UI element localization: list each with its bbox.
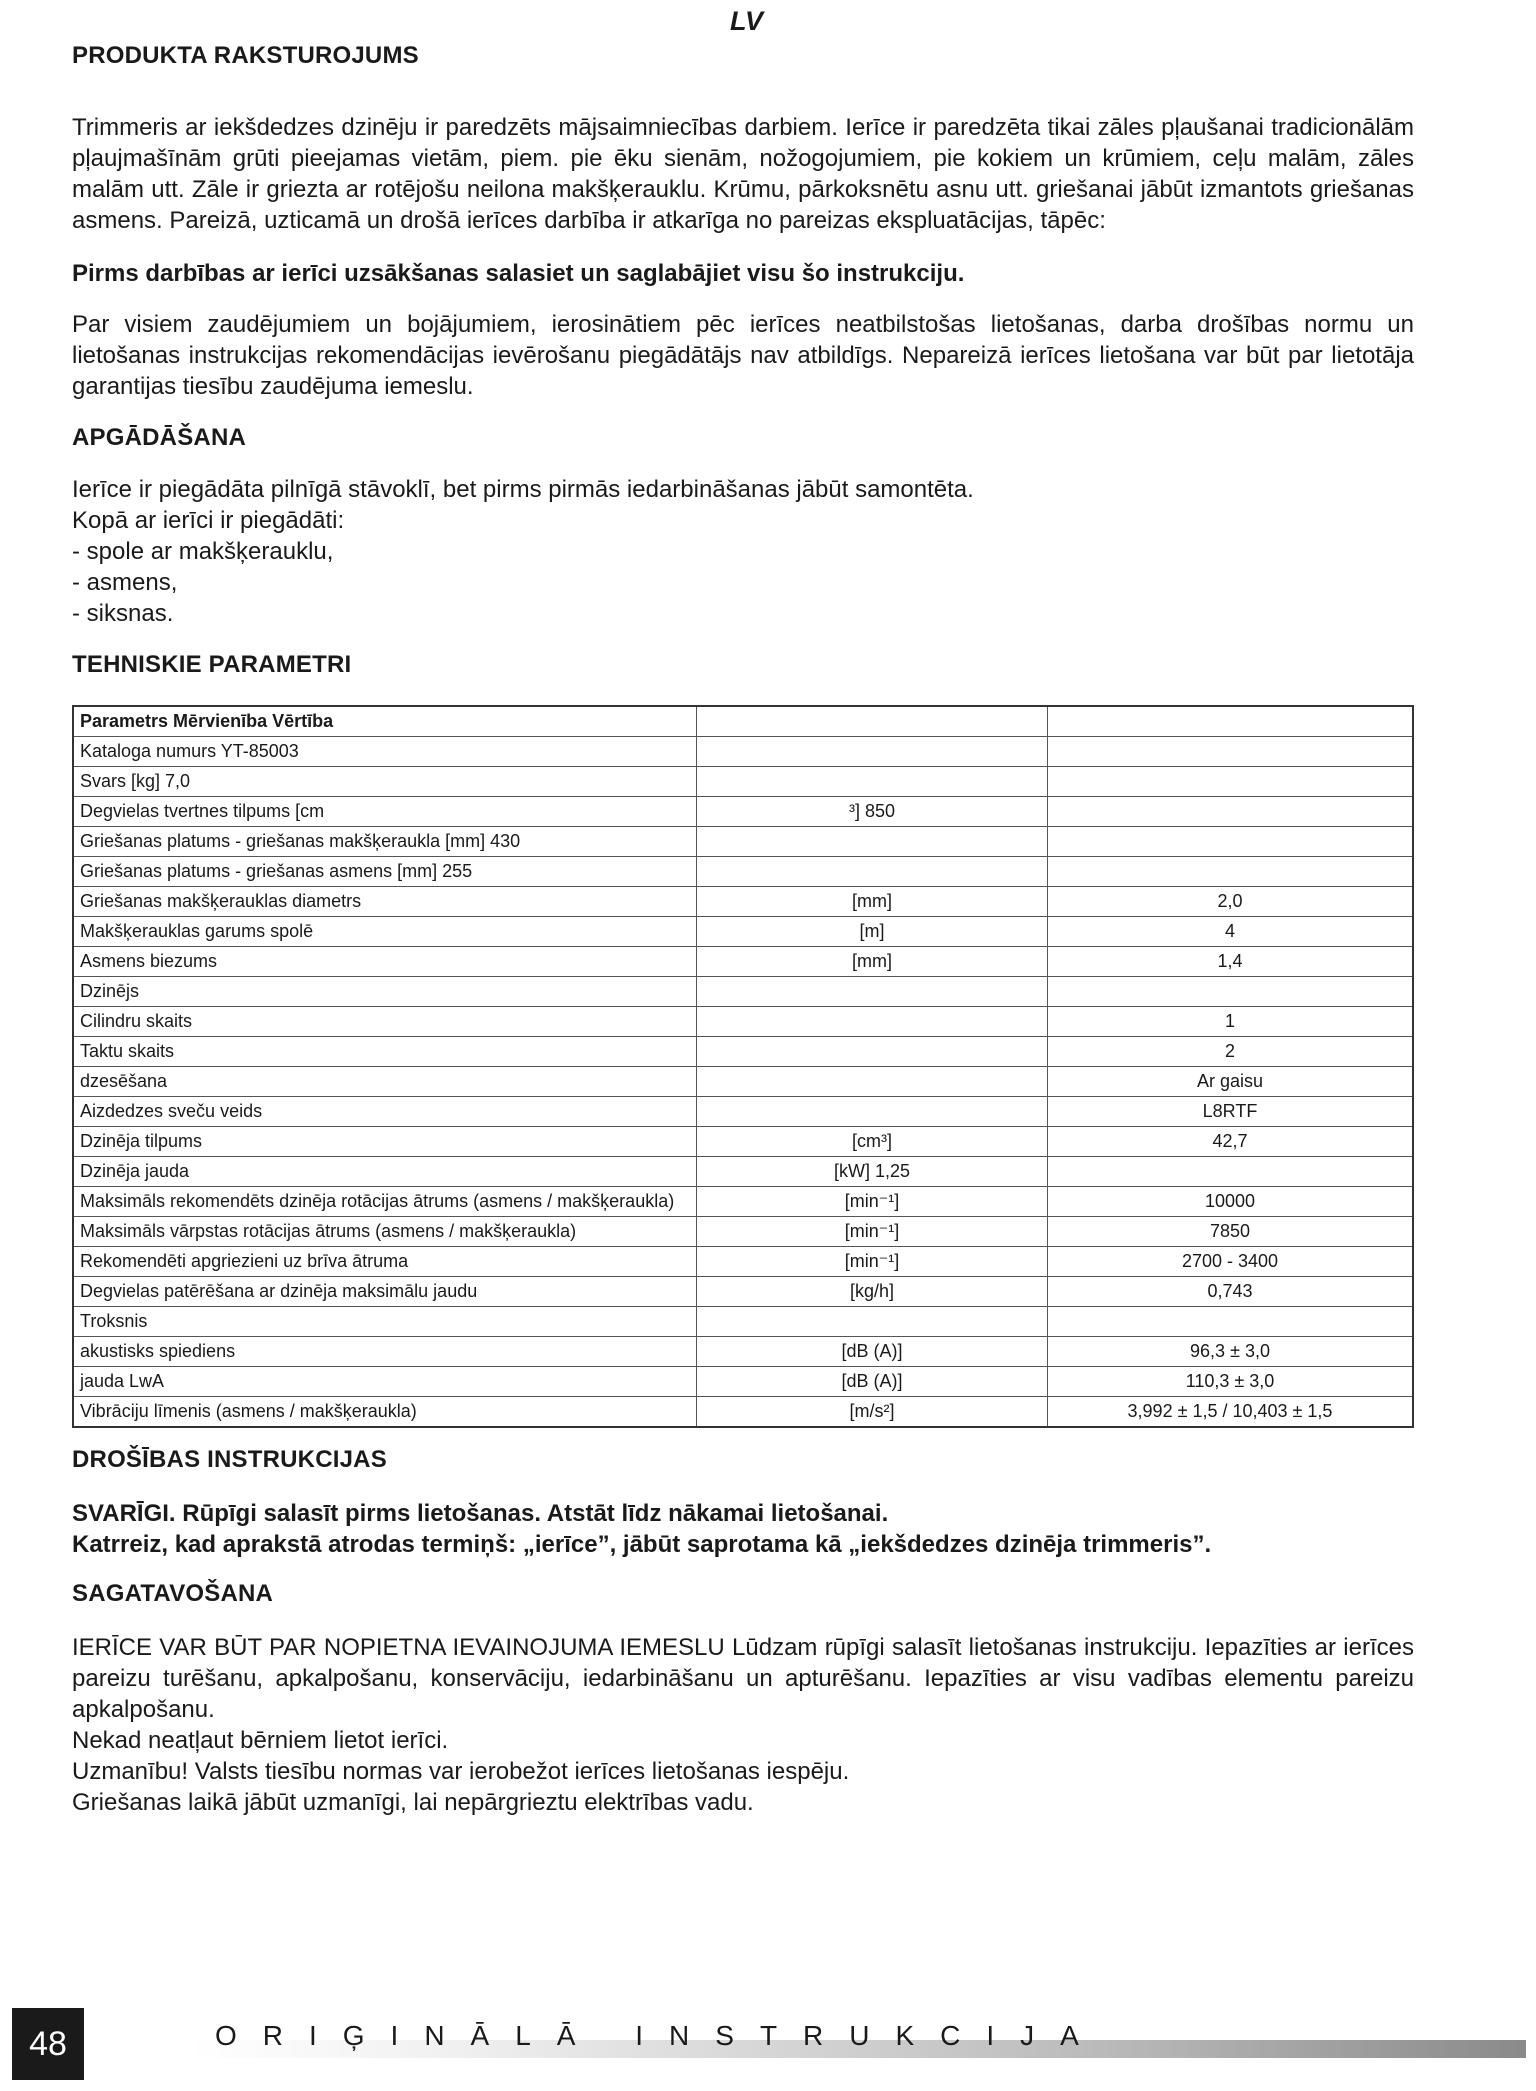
section-title-tech: TEHNISKIE PARAMETRI [72,651,352,678]
page-footer [0,2008,1536,2091]
table-row [73,1067,1413,1097]
table-row [73,1157,1413,1187]
table-cell: Degvielas patērēšana ar dzinēja maksimālu jaudu [73,1277,697,1307]
page-number: 48 [12,2008,84,2080]
table-cell: Dzinēja jauda [73,1157,697,1187]
section-title-product: PRODUKTA RAKSTUROJUMS [72,42,419,69]
table-cell: Makšķerauklas garums spolē [73,917,697,947]
table-row [73,1277,1413,1307]
important-notice: SVARĪGI. Rūpīgi salasīt pirms lietošanas. Atstāt līdz nākamai lietošanai. [72,1500,889,1527]
table-row [73,857,1413,887]
table-cell [1048,1157,1414,1187]
table-row [73,827,1413,857]
supply-line: - siksnas. [72,600,174,627]
table-cell: 2,0 [1048,887,1414,917]
table-cell: 42,7 [1048,1127,1414,1157]
table-cell [697,857,1048,887]
table-cell: 7850 [1048,1217,1414,1247]
section-title-supply: APGĀDĀŠANA [72,424,247,451]
table-cell [1048,857,1414,887]
table-cell: Ar gaisu [1048,1067,1414,1097]
supply-line: - spole ar makšķerauklu, [72,538,334,565]
supply-line: Ierīce ir piegādāta pilnīgā stāvoklī, bet pirms pirmās iedarbināšanas jābūt samontēta. [72,476,974,503]
table-row [73,1187,1413,1217]
table-cell: Cilindru skaits [73,1007,697,1037]
table-cell: 0,743 [1048,1277,1414,1307]
table-cell: jauda LwA [73,1367,697,1397]
supply-line: Kopā ar ierīci ir piegādāti: [72,507,345,534]
table-cell: [dB (A)] [697,1337,1048,1367]
table-cell [1048,737,1414,767]
table-cell [1048,827,1414,857]
table-cell: 2 [1048,1037,1414,1067]
tech-params-table [72,705,1414,1428]
liability-paragraph: Par visiem zaudējumiem un bojājumiem, ierosinātiem pēc ierīces neatbilstošas lietošanas, darba drošības normu un lietošanas instrukcijas rekomendācijas ievērošanu piegādātājs nav atbildīgs. Nepareizā ierīces lietošana var būt par lietotāja garantijas tiesību zaudējuma iemeslu. [72,311,1414,400]
table-cell: [m] [697,917,1048,947]
section-title-prep: SAGATAVOŠANA [72,1580,274,1607]
table-cell: Dzinēja tilpums [73,1127,697,1157]
table-cell: Taktu skaits [73,1037,697,1067]
table-row [73,1007,1413,1037]
table-row [73,1337,1413,1367]
table-cell [697,1307,1048,1337]
table-cell: Asmens biezums [73,947,697,977]
prep-line: Griešanas laikā jābūt uzmanīgi, lai nepārgrieztu elektrības vadu. [72,1789,754,1816]
supply-line: - asmens, [72,569,178,596]
table-cell [697,767,1048,797]
table-cell: Svars [kg] 7,0 [73,767,697,797]
term-definition: Katrreiz, kad aprakstā atrodas termiņš: „ierīce”, jābūt saprotama kā „iekšdedzes dzinēja trimmeris”. [72,1531,1212,1558]
table-cell: [cm³] [697,1127,1048,1157]
table-row [73,1367,1413,1397]
table-cell: Parametrs Mērvienība Vērtība [73,706,697,737]
table-cell: Griešanas platums - griešanas asmens [mm] 255 [73,857,697,887]
table-cell: 4 [1048,917,1414,947]
supply-list [72,474,1414,629]
table-cell [697,827,1048,857]
language-code: LV [730,6,764,36]
table-cell: ³] 850 [697,797,1048,827]
table-cell: akustisks spiediens [73,1337,697,1367]
table-cell: [dB (A)] [697,1367,1048,1397]
table-cell: [kW] 1,25 [697,1157,1048,1187]
table-cell [1048,1307,1414,1337]
table-cell: Griešanas makšķerauklas diametrs [73,887,697,917]
table-row [73,917,1413,947]
table-row [73,797,1413,827]
table-cell: [min⁻¹] [697,1247,1048,1277]
table-row [73,947,1413,977]
table-cell: 2700 - 3400 [1048,1247,1414,1277]
read-instructions-notice: Pirms darbības ar ierīci uzsākšanas salasiet un saglabājiet visu šo instrukciju. [72,260,965,287]
table-cell: L8RTF [1048,1097,1414,1127]
table-cell: Troksnis [73,1307,697,1337]
table-cell: [kg/h] [697,1277,1048,1307]
table-cell [1048,977,1414,1007]
table-row [73,1307,1413,1337]
table-cell [1048,767,1414,797]
prep-line: Uzmanību! Valsts tiesību normas var ierobežot ierīces lietošanas iespēju. [72,1758,850,1785]
table-cell: [min⁻¹] [697,1217,1048,1247]
table-cell: Aizdedzes sveču veids [73,1097,697,1127]
table-row [73,1097,1413,1127]
table-cell: Vibrāciju līmenis (asmens / makšķerauklа) [73,1397,697,1428]
page-content [72,42,1414,1818]
table-cell [697,1067,1048,1097]
table-cell: [mm] [697,887,1048,917]
table-cell: 1,4 [1048,947,1414,977]
table-cell: Dzinējs [73,977,697,1007]
table-cell [697,977,1048,1007]
table-cell [697,1007,1048,1037]
table-cell: Kataloga numurs YT-85003 [73,737,697,767]
table-row [73,767,1413,797]
table-cell: [min⁻¹] [697,1187,1048,1217]
table-cell [1048,706,1414,737]
table-row [73,1127,1413,1157]
section-title-safety: DROŠĪBAS INSTRUKCIJAS [72,1446,387,1473]
table-cell [1048,797,1414,827]
footer-title: ORIĢINĀLĀ INSTRUKCIJA [215,2020,1105,2051]
table-cell: Maksimāls rekomendēts dzinēja rotācijas ātrums (asmens / makšķerauklа) [73,1187,697,1217]
table-cell: 10000 [1048,1187,1414,1217]
table-cell: [mm] [697,947,1048,977]
table-cell: 1 [1048,1007,1414,1037]
table-row [73,737,1413,767]
prep-paragraph: IERĪCE VAR BŪT PAR NOPIETNA IEVAINOJUMA IEMESLU Lūdzam rūpīgi salasīt lietošanas instrukciju. Iepazīties ar ierīces pareizu turēšanu, apkalpošanu, konservāciju, iedarbināšanu un apturēšanu. Iepazīties ar visu vadības elementu pareizu apkalpošanu. [72,1634,1414,1723]
table-row [73,1397,1413,1428]
table-cell: Maksimāls vārpstas rotācijas ātrums (asmens / makšķerauklа) [73,1217,697,1247]
table-cell: [m/s²] [697,1397,1048,1428]
table-cell: 3,992 ± 1,5 / 10,403 ± 1,5 [1048,1397,1414,1428]
table-row [73,1247,1413,1277]
table-cell: Degvielas tvertnes tilpums [cm [73,797,697,827]
table-row [73,977,1413,1007]
table-cell: Griešanas platums - griešanas makšķerauklа [mm] 430 [73,827,697,857]
table-row [73,1217,1413,1247]
prep-list [72,1725,1414,1818]
table-cell [697,1037,1048,1067]
table-cell [697,737,1048,767]
prep-line: Nekad neatļaut bērniem lietot ierīci. [72,1727,449,1754]
table-cell: dzesēšana [73,1067,697,1097]
table-cell [697,1097,1048,1127]
table-header-row [73,706,1413,737]
table-row [73,1037,1413,1067]
table-row [73,887,1413,917]
table-cell: 110,3 ± 3,0 [1048,1367,1414,1397]
table-cell [697,706,1048,737]
table-cell: 96,3 ± 3,0 [1048,1337,1414,1367]
product-description: Trimmeris ar iekšdedzes dzinēju ir paredzēts mājsaimniecības darbiem. Ierīce ir paredzēta tikai zāles pļaušanai tradicionālām pļaujmašīnām grūti pieejamas vietām, piem. pie ēku sienām, nožogojumiem, pie kokiem un krūmiem, ceļu malām, zāles malām utt. Zāle ir griezta ar rotējošu neilona makšķerauklu. Krūmu, pārkoksnētu asnu utt. griešanai jābūt izmantots griešanas asmens. Pareizā, uzticamā un drošā ierīces darbība ir atkarīga no pareizas ekspluatācijas, tāpēc: [72,114,1414,234]
table-cell: Rekomendēti apgriezieni uz brīva ātruma [73,1247,697,1277]
